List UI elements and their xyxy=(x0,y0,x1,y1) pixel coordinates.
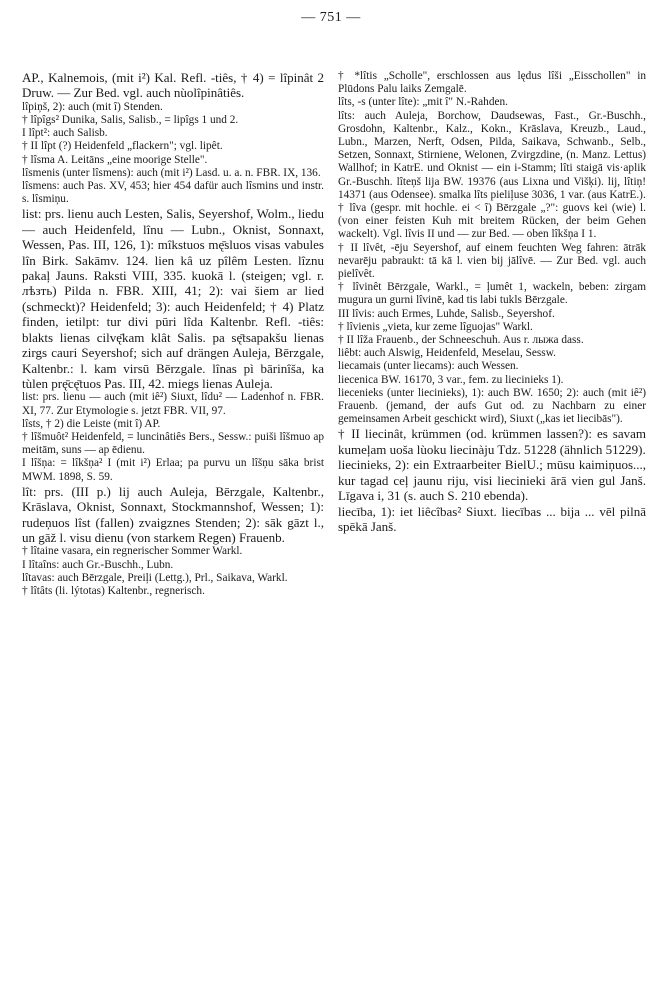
dictionary-entry: liecenica BW. 16170, 3 var., fem. zu liecinieks 1). xyxy=(338,373,564,386)
dictionary-entry: lîtavas: auch Bērzgale, Preiļi (Lettg.), Prl., Saikava, Warkl. xyxy=(22,571,288,584)
dictionary-entry: lît: prs. (III p.) lij auch Auleja, Bērzgale, Kaltenbr., Krāslava, Oknist, Sonnaxt, Stockmannshof, Wessen; 1): rudeņuos lîst (fallen) zvaigznes Stenden; 2): sāk gāzt l., un gāž l. visu dienu (von starkem Regen) Frauenb. xyxy=(22,483,324,545)
dictionary-entry: lîsts, † 2) die Leiste (mit î) AP. xyxy=(22,417,161,430)
right-column xyxy=(338,70,646,995)
dictionary-entry: † *lîtis „Scholle", erschlossen aus lędus lîši „Eisschollen" in Plūdons Palu laiks Zemgalē. xyxy=(338,70,646,96)
page-number: — 751 — xyxy=(301,10,361,25)
dictionary-entry: lîts, -s (unter lîte): „mit î" N.-Rahden. xyxy=(338,96,508,109)
dictionary-entry: † lîva (gespr. mit hochle. ei < î) Bērzgale „?": guovs kei (wie) l. (von einer feisten Kuh mit breitem Rücken, der beim Gehen wackelt). Vgl. lîvis II und — zur Bed. — oben lîkšņa I 1. xyxy=(338,202,646,241)
dictionary-entry: † II lîpt (?) Heidenfeld „flackern"; vgl. lipêt. xyxy=(22,140,223,153)
dictionary-entry: lîsmens: auch Pas. XV, 453; hier 454 dafür auch lîsmins und instr. s. lîsmiņu. xyxy=(22,180,324,206)
dictionary-entry: liecība, 1): iet liêcîbas² Siuxt. liecības ... bija ... vēl pilnā spēkā Janš. xyxy=(338,503,646,534)
dictionary-entry: † lîvinêt Bērzgale, Warkl., = ļumêt 1, wackeln, beben: zirgam mugura un gurni lîvinē, kad tis labi tukls Bērzgale. xyxy=(338,281,646,307)
dictionary-entry: lîts: auch Auleja, Borchow, Daudsewas, Fast., Gr.-Buschh., Grosdohn, Kaltenbr., Kalz., Kokn., Krāslava, Kreuzb., Laud., Lubn., Marzen, Nerft, Odsen, Pilda, Saikava, Schwanb., Selb., Setzen, Sonnaxt, Stirniene, Welonen, Zvirgzdine, (n. Manz. Lettus) Wallhof; in KatrE. und Oknist — ein i-Stamm; lîti staigā vis·aplik Gr.-Buschh. lîteņš lija BW. 19376 (aus Lixna und Višķi). lij, lîtiņ! 14371 (aus Odensee). smalka lîts pieliļuse 3036, 1 var. (aus KatrE.). xyxy=(338,109,646,201)
dictionary-entry: † II lîvêt, -ēju Seyershof, auf einem feuchten Weg fahren: ātrāk nevarēju pabraukt: tā kā l. vien bij jālîvē. — Zur Bed. vgl. auch pielîvêt. xyxy=(338,241,646,281)
dictionary-entry: I lîpt²: auch Salisb. xyxy=(22,127,108,140)
dictionary-entry: † lîpîgs² Dunika, Salis, Salisb., = lipîgs 1 und 2. xyxy=(22,114,239,127)
dictionary-entry: † lîtâts (li. lýtotas) Kaltenbr., regnerisch. xyxy=(22,584,205,597)
dictionary-entry: † lîsma A. Leitāns „eine moorige Stelle". xyxy=(22,153,208,166)
dictionary-entry: † II liecinât, krümmen (od. krümmen lassen?): es savam kumeļam uoša lùoku liecinàju Tdz. 51228 (ähnlich 51229). xyxy=(338,426,646,457)
dictionary-entry: AP., Kalnemois, (mit i²) Kal. Refl. -tiês, † 4) = lîpinât 2 Druw. — Zur Bed. vgl. auch nùolîpinâtiês. xyxy=(22,70,324,101)
dictionary-entry: I lîtaîns: auch Gr.-Buschh., Lubn. xyxy=(22,558,174,571)
dictionary-entry: † lîvienis „vieta, kur zeme lîguojas" Warkl. xyxy=(338,320,533,333)
dictionary-entry: list: prs. lienu auch Lesten, Salis, Seyershof, Wolm., liedu — auch Heidenfeld, lînu — Lubn., Oknist, Sonnaxt, Wessen, Pas. III, 126, 1): mîkstuos mę̄sluos visas vabules lîn Birk. Sakāmv. 124. lien kâ uz pîlêm Lesten. lîznu pakaļ Jauns. Raksti VIII, 335. kuokā l. (steigen; vgl. r. лѣзть) Pilda n. FBR. XIII, 41; 2): vai šiem ar lied (schmeckt)? Heidenfeld; 3): auch Heidenfeld; † 4) Platz finden, ietilpt: tur divi pūri lîda Kaltenbr. Refl. -tiês: blakts lienas cilvę̄kam klât Salis. pa sę̄tsapakšu lienas zirgs cauri Seyershof; sich auf drängen Auleja, Bērzgale, Kaltenbr.: l. kam virsū Bērzgale. lînas pì bārinîša, ka tùlen prę̄cę̄tuos Pas. III, 42. miegs lienas Auleja. xyxy=(22,206,324,391)
dictionary-entry: I lîšņa: = lîkšņa² I (mit i²) Erlaa; pa purvu un lîšņu sāka brist MWM. 1898, S. 59. xyxy=(22,457,324,483)
left-column xyxy=(22,70,324,995)
dictionary-entry: lîpiņš, 2): auch (mit î) Stenden. xyxy=(22,100,163,113)
dictionary-entry: lîsmenis (unter lîsmens): auch (mit i²) Lasd. u. a. n. FBR. IX, 136. xyxy=(22,166,321,179)
dictionary-entry: liêbt: auch Alswig, Heidenfeld, Meselau, Sessw. xyxy=(338,347,556,360)
dictionary-entry: liecenieks (unter liecinieks), 1): auch BW. 1650; 2): auch (mit iê²) Frauenb. (jemand, der aufs Gut od. zu Nachbarn zu einer gemeinsamen Arbeit geschickt wird), Siuxt („kas iet liecibās"). xyxy=(338,386,646,426)
dictionary-entry: liecamais (unter liecams): auch Wessen. xyxy=(338,360,519,373)
dictionary-entry: † lîtaine vasara, ein regnerischer Sommer Warkl. xyxy=(22,545,243,558)
dictionary-entry: † II lîža Frauenb., der Schneeschuh. Aus r. лыжа dass. xyxy=(338,334,584,347)
dictionary-entry: III lîvis: auch Ermes, Luhde, Salisb., Seyershof. xyxy=(338,307,555,320)
dictionary-entry: † lîšmuôt² Heidenfeld, = luncinâtiês Bers., Sessw.: puiši lîšmuo ap meitām, suns — ap ēdienu. xyxy=(22,430,324,457)
dictionary-entry: list: prs. lienu — auch (mit iê²) Siuxt, lîdu² — Ladenhof n. FBR. XI, 77. Zur Etymologie s. jetzt FBR. VII, 97. xyxy=(22,391,324,417)
dictionary-entry: liecinieks, 2): ein Extraarbeiter BielU.; mūsu kaimiņuos..., kur tagad ceļ jaunu riju, visi liecinieki ārā vien gul Janš. Līgava i, 31 (s. auch S. 210 ebenda). xyxy=(338,457,646,504)
